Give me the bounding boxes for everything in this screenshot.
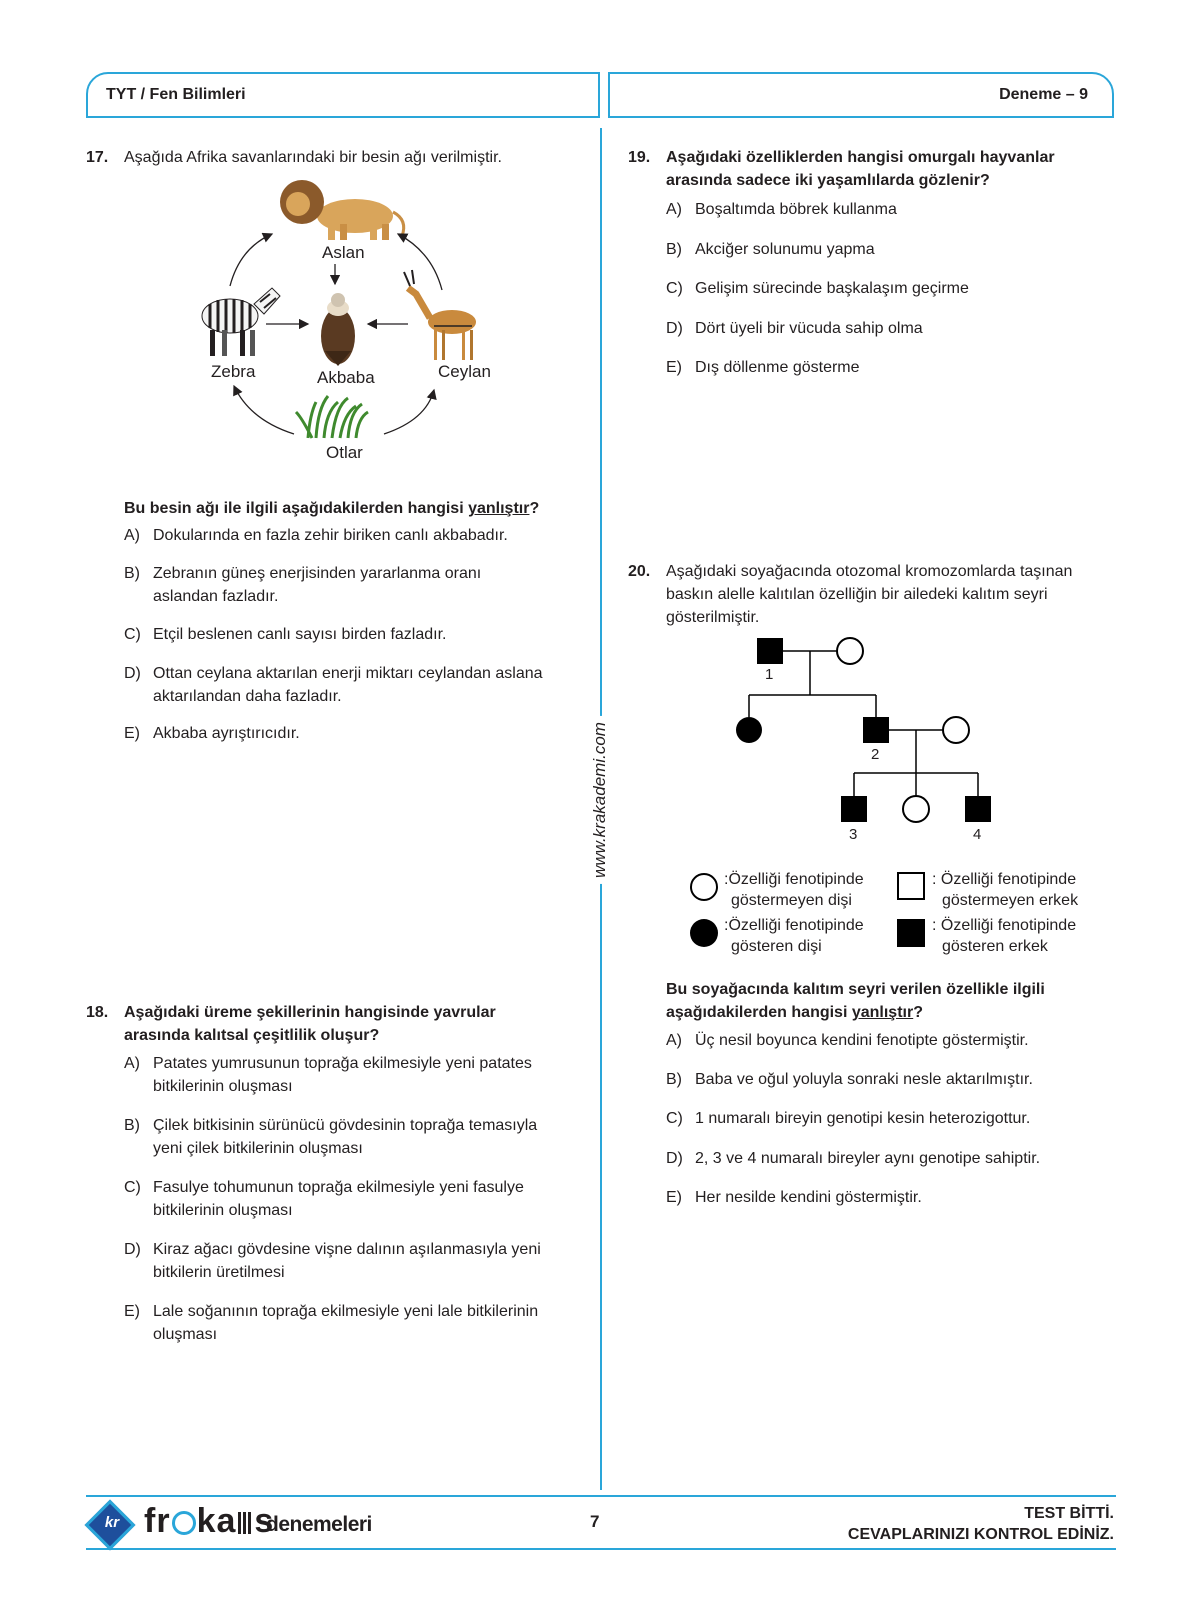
arrow-gazelle-to-lion [398,234,442,290]
q17-option-e[interactable]: E) Akbaba ayrıştırıcıdır. [124,725,300,742]
legend-symbol-female-affected [689,918,719,948]
brand-wordmark: fr ka s [144,1502,275,1540]
legend-male-affected: : Özelliği fenotipinde gösteren erkek [932,917,1077,955]
grass-illustration [296,396,368,438]
legend-female-unaffected: :Özelliği fenotipinde göstermeyen dişi [724,871,864,909]
q20-option-b[interactable]: B) Baba ve oğul yoluyla sonraki nesle aktarılmıştır. [666,1071,1033,1088]
pedigree-label-1: 1 [765,666,774,683]
legend-symbol-male-affected [896,918,926,948]
q18-question: Aşağıdaki üreme şekillerinin hangisinde yavrular arasında kalıtsal çeşitlilik oluşur? [124,1004,496,1044]
q18-option-a[interactable]: A) Patates yumrusunun toprağa ekilmesiyle yeni patates bitkilerinin oluşması [124,1055,532,1095]
header-left-title: TYT / Fen Bilimleri [106,86,246,103]
q17-option-d[interactable]: D) Ottan ceylana aktarılan enerji miktarı ceylandan aslana aktarılandan daha fazladır. [124,665,543,705]
pedigree-gen1-mother [837,638,863,664]
footer-bottom-rule [86,1548,1116,1550]
q17-option-c[interactable]: C) Etçil beslenen canlı sayısı birden fazladır. [124,626,447,643]
legend-symbol-male-unaffected [896,871,926,901]
q19-option-d[interactable]: D) Dört üyeli bir vücuda sahip olma [666,320,923,337]
q17-option-a[interactable]: A) Dokularında en fazla zehir biriken canlı akbabadır. [124,527,508,544]
label-vulture: Akbaba [317,368,375,387]
pedigree-individual-4 [965,796,991,822]
legend-female-affected: :Özelliği fenotipinde gösteren dişi [724,917,864,955]
q19-number: 19. [628,149,651,166]
brand-bars-icon [238,1512,252,1534]
q18-option-b[interactable]: B) Çilek bitkisinin sürünücü gövdesinin toprağa temasıyla yeni çilek bitkilerinin oluşması [124,1117,538,1157]
arrow-zebra-to-lion [230,234,272,286]
q20-option-c[interactable]: C) 1 numaralı bireyin genotipi kesin heterozigottur. [666,1110,1031,1127]
header-right-title: Deneme – 9 [999,86,1088,103]
q17-option-b[interactable]: B) Zebranın güneş enerjisinden yararlanma oranı aslandan fazladır. [124,565,482,605]
footer-top-rule [86,1495,1116,1497]
footer-end-text: TEST BİTTİ. CEVAPLARINIZI KONTROL EDİNİZ. [847,1505,1114,1543]
legend-male-unaffected: : Özelliği fenotipinde göstermeyen erkek [932,871,1079,909]
pedigree-chart [720,630,1020,850]
q18-option-c[interactable]: C) Fasulye tohumunun toprağa ekilmesiyle yeni fasulye bitkilerinin oluşması [124,1179,524,1219]
zebra-illustration [202,288,280,356]
arrow-grass-to-gazelle [384,390,434,434]
pedigree-gen2-daughter [736,717,762,743]
q17-intro: Aşağıda Afrika savanlarındaki bir besin ağı verilmiştir. [124,149,502,166]
label-zebra: Zebra [211,362,256,381]
label-grass: Otlar [326,443,363,462]
pedigree-label-3: 3 [849,826,858,843]
kr-logo-mark: kr [104,1514,120,1531]
pedigree-gen2-wife [943,717,969,743]
pedigree-label-4: 4 [973,826,982,843]
q19-option-b[interactable]: B) Akciğer solunumu yapma [666,241,875,258]
page-number: 7 [590,1512,600,1531]
footer-logo [88,1502,378,1546]
pedigree-individual-3 [841,796,867,822]
q19-option-e[interactable]: E) Dış döllenme gösterme [666,359,860,376]
q20-number: 20. [628,563,651,580]
pedigree-label-2: 2 [871,746,880,763]
label-lion: Aslan [322,243,365,262]
q20-intro: Aşağıdaki soyağacında otozomal kromozomlarda taşınan baskın alelle kalıtılan özelliğin bir ailedeki kalıtım seyri gösterilmiştir. [666,563,1073,626]
q20-question: Bu soyağacında kalıtım seyri verilen özellikle ilgili aşağıdakilerden hangisi yanlıştır? [666,981,1045,1021]
q19-question: Aşağıdaki özelliklerden hangisi omurgalı hayvanlar arasında sadece iki yaşamlılarda gözlenir? [666,149,1055,189]
arrow-grass-to-zebra [234,386,294,434]
pedigree-individual-2 [863,717,889,743]
food-web-diagram [190,176,520,476]
vulture-illustration [321,293,355,366]
q17-question: Bu besin ağı ile ilgili aşağıdakilerden hangisi yanlıştır? [124,500,540,517]
q18-option-d[interactable]: D) Kiraz ağacı gövdesine vişne dalının aşılanmasıyla yeni bitkilerin üretilmesi [124,1241,541,1281]
q17-number: 17. [86,149,109,166]
q18-option-e[interactable]: E) Lale soğanının toprağa ekilmesiyle yeni lale bitkilerinin oluşması [124,1303,539,1343]
q20-option-d[interactable]: D) 2, 3 ve 4 numaralı bireyler aynı genotipe sahiptir. [666,1150,1041,1167]
q19-option-c[interactable]: C) Gelişim sürecinde başkalaşım geçirme [666,280,969,297]
brand-circle-icon [172,1511,196,1535]
lion-illustration [280,180,404,240]
q18-number: 18. [86,1004,109,1021]
q20-option-a[interactable]: A) Üç nesil boyunca kendini fenotipte göstermiştir. [666,1032,1029,1049]
pedigree-individual-1 [757,638,783,664]
legend-symbol-female-unaffected [689,872,719,902]
q20-option-e[interactable]: E) Her nesilde kendini göstermiştir. [666,1189,922,1206]
pedigree-gen3-daughter [903,796,929,822]
q19-option-a[interactable]: A) Boşaltımda böbrek kullanma [666,201,897,218]
brand-subtitle: denemeleri [266,1513,372,1536]
label-gazelle: Ceylan [438,362,491,381]
